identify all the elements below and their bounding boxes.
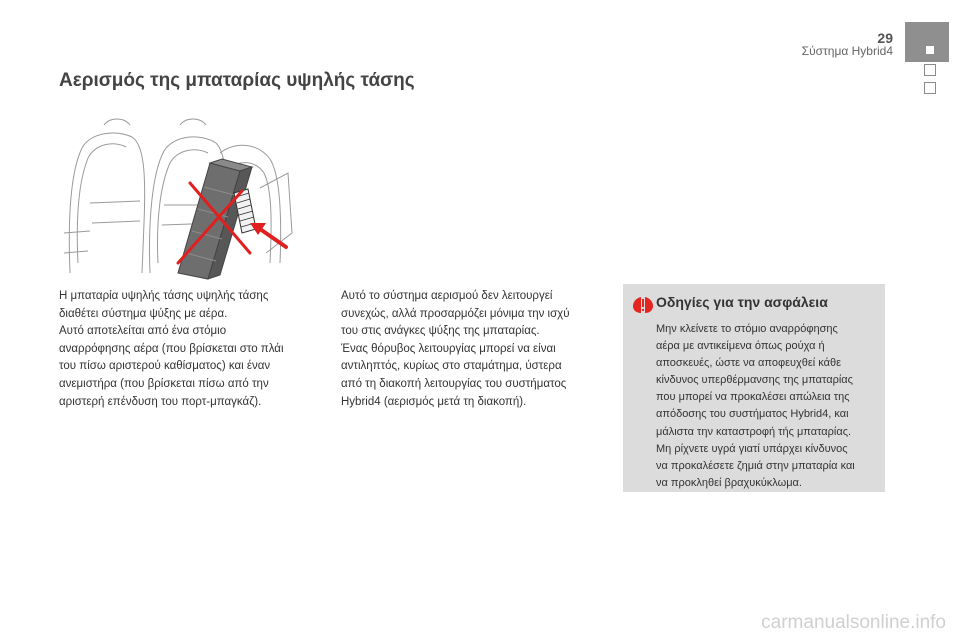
safety-title: Οδηγίες για την ασφάλεια	[656, 294, 828, 310]
nav-box-icon[interactable]	[924, 82, 936, 94]
page-title: Αερισμός της μπαταρίας υψηλής τάσης	[59, 70, 415, 91]
watermark: carmanualsonline.info	[761, 612, 946, 633]
nav-box-icon[interactable]	[924, 64, 936, 76]
seat-vent-illustration	[60, 113, 296, 280]
section-tab[interactable]	[905, 22, 949, 62]
tab-square-icon	[926, 46, 934, 54]
intro-paragraph: Η μπαταρία υψηλής τάσης υψηλής τάσης διαθέτει σύστημα ψύξης με αέρα. Αυτό αποτελείται από ένα στόμιο αναρρόφησης αέρα (που βρίσκεται στο πλάι του πίσω αριστερού καθίσματος) και έναν ανεμιστήρα (που βρίσκεται πίσω από την αριστερή επένδυση του πορτ-μπαγκάζ).	[59, 290, 284, 408]
warning-icon	[632, 295, 654, 315]
operation-paragraph: Αυτό το σύστημα αερισμού δεν λειτουργεί συνεχώς, αλλά προσαρμόζει μόνιμα την ισχύ του στις ανάγκες ψύξης της μπαταρίας. Ένας θόρυβος λειτουργίας μπορεί να είναι αντιληπτός, κυρίως στο σταμάτημα, ύστερα από τη διακοπή λειτουργίας του συστήματος Hybrid4 (αερισμός μετά τη διακοπή).	[341, 290, 570, 408]
section-name: Σύστημα Hybrid4	[801, 44, 893, 58]
page-number: 29	[877, 30, 893, 46]
safety-text: Μην κλείνετε το στόμιο αναρρόφησης αέρα με αντικείμενα όπως ρούχα ή αποσκευές, ώστε να αποφευχθεί κάθε κίνδυνος υπερθέρμανσης της μπαταρίας που μπορεί να προκαλέσει απώλεια της απόδοσης του συστήματος Hybrid4, και μάλιστα την καταστροφή τής μπαταρίας. Μη ρίχνετε υγρά γιατί υπάρχει κίνδυνος να προκαλέσετε ζημιά στην μπαταρία και να προκληθεί βραχυκύκλωμα.	[656, 323, 855, 489]
safety-box	[623, 284, 885, 492]
